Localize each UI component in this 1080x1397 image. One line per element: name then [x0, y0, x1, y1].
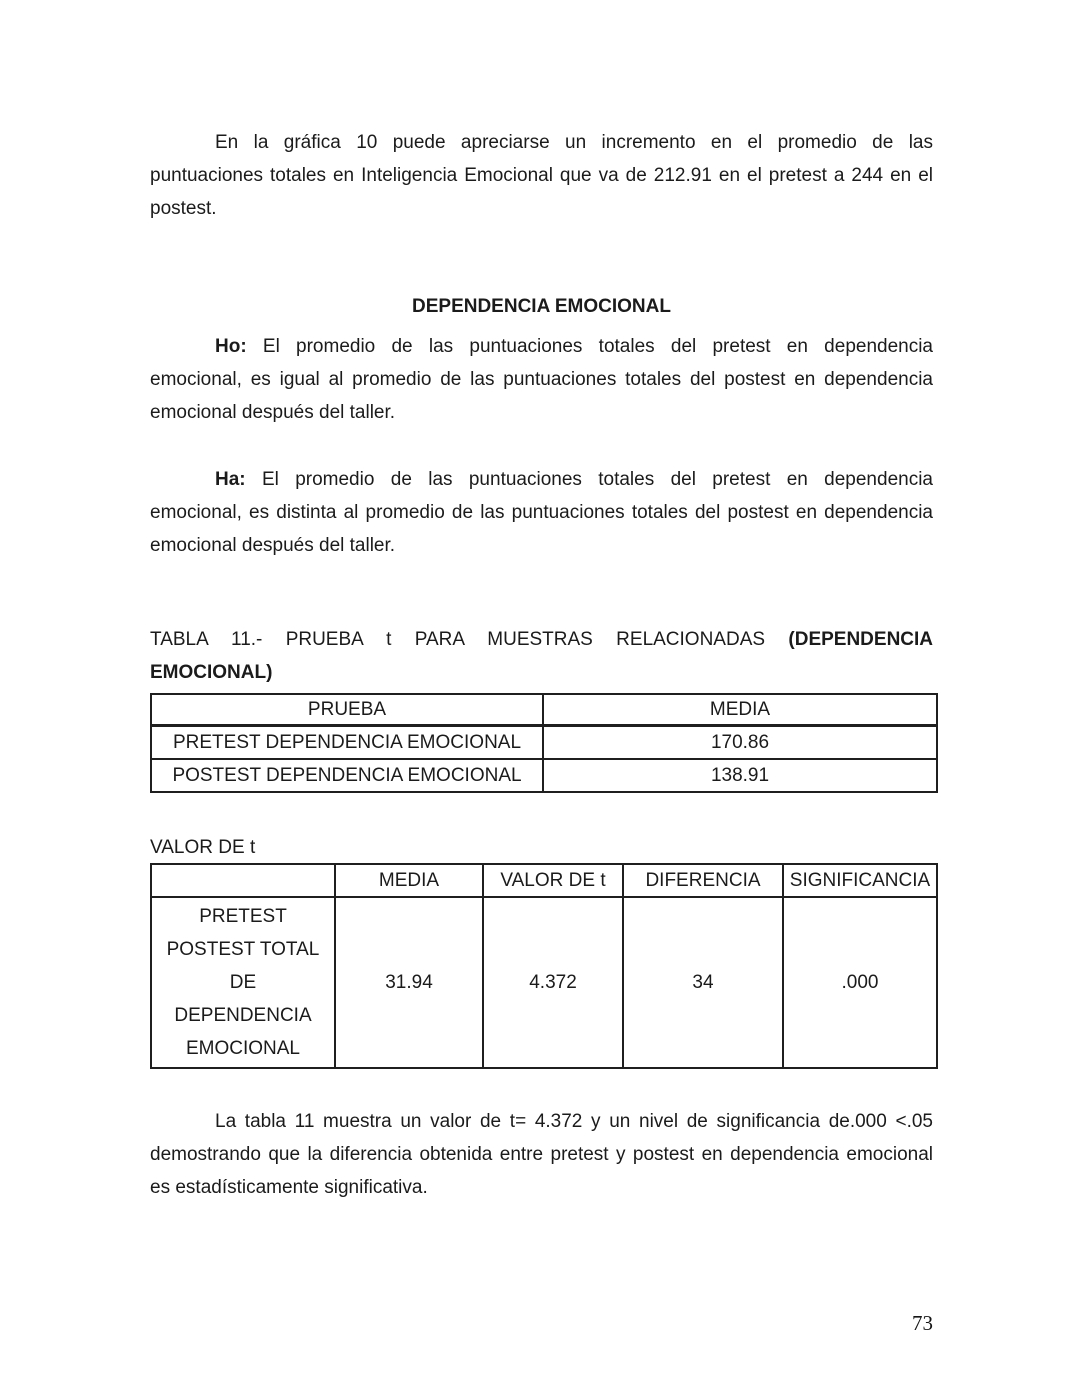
t-table-header-row — [151, 864, 937, 897]
media-table-header-row — [151, 694, 937, 726]
cell-valor-t: 4.372 — [483, 897, 623, 1068]
paragraph-line: emocional, es distinta al promedio de las puntuaciones totales del postest en dependencia — [150, 502, 933, 523]
cell-significancia: .000 — [783, 897, 937, 1068]
caption-text: TABLA 11.- PRUEBA t PARA MUESTRAS RELACIONADAS — [150, 629, 766, 650]
row-label-line: DEPENDENCIA — [174, 1005, 312, 1026]
table-row — [151, 726, 937, 760]
paragraph-line: puntuaciones totales en Inteligencia Emocional que va de 212.91 en el pretest a 244 en el — [150, 165, 933, 186]
caption-line: EMOCIONAL) — [150, 662, 273, 683]
column-header-media: MEDIA — [543, 694, 937, 726]
row-label-line: DE — [229, 972, 257, 993]
column-header-prueba: PRUEBA — [151, 694, 543, 726]
cell-media: 31.94 — [335, 897, 483, 1068]
row-label-cell — [151, 897, 335, 1068]
paragraph-line — [150, 330, 933, 363]
paragraph-line: emocional después del taller. — [150, 402, 396, 423]
caption-bold-text: (DEPENDENCIA — [788, 629, 934, 650]
column-header-significancia: SIGNIFICANCIA — [783, 864, 937, 897]
cell-media: 138.91 — [543, 759, 937, 792]
caption-line — [150, 623, 933, 656]
closing-paragraph — [150, 1105, 933, 1204]
column-header-empty — [151, 864, 335, 897]
cell-prueba: PRETEST DEPENDENCIA EMOCIONAL — [151, 726, 543, 760]
hypothesis-text: El promedio de las puntuaciones totales del pretest en dependencia — [261, 469, 933, 490]
paragraph-line — [150, 463, 933, 496]
cell-diferencia: 34 — [623, 897, 783, 1068]
intro-paragraph — [150, 126, 933, 225]
column-header-media: MEDIA — [335, 864, 483, 897]
row-label-line: PRETEST — [199, 906, 287, 927]
table-row — [151, 897, 937, 1068]
t-value-label: VALOR DE t — [150, 837, 256, 858]
column-header-diferencia: DIFERENCIA — [623, 864, 783, 897]
hypothesis-label: Ha: — [215, 469, 246, 490]
row-label-line: EMOCIONAL — [185, 1038, 301, 1059]
page-number: 73 — [912, 1311, 933, 1335]
table-row — [151, 759, 937, 792]
cell-prueba: POSTEST DEPENDENCIA EMOCIONAL — [151, 759, 543, 792]
paragraph-line: postest. — [150, 198, 217, 219]
cell-media: 170.86 — [543, 726, 937, 760]
table11-caption — [150, 623, 933, 689]
paragraph-line: La tabla 11 muestra un valor de t= 4.372 y un nivel de significancia de.000 <.05 — [215, 1111, 933, 1132]
paragraph-line: emocional después del taller. — [150, 535, 396, 556]
paragraph-line: demostrando que la diferencia obtenida entre pretest y postest en dependencia emocional — [150, 1144, 933, 1165]
hypothesis-text: El promedio de las puntuaciones totales del pretest en dependencia — [262, 336, 934, 357]
t-test-table — [150, 863, 938, 1069]
section-heading: DEPENDENCIA EMOCIONAL — [412, 296, 671, 317]
hypothesis-label: Ho: — [215, 336, 247, 357]
row-label-line: POSTEST TOTAL — [166, 939, 320, 960]
column-header-valor-t: VALOR DE t — [483, 864, 623, 897]
paragraph-line: En la gráfica 10 puede apreciarse un incremento en el promedio de las — [215, 132, 933, 153]
paragraph-line: emocional, es igual al promedio de las puntuaciones totales del postest en dependencia — [150, 369, 933, 390]
alt-hypothesis-paragraph — [150, 463, 933, 562]
paragraph-line: es estadísticamente significativa. — [150, 1177, 428, 1198]
null-hypothesis-paragraph — [150, 330, 933, 429]
media-table — [150, 693, 938, 793]
